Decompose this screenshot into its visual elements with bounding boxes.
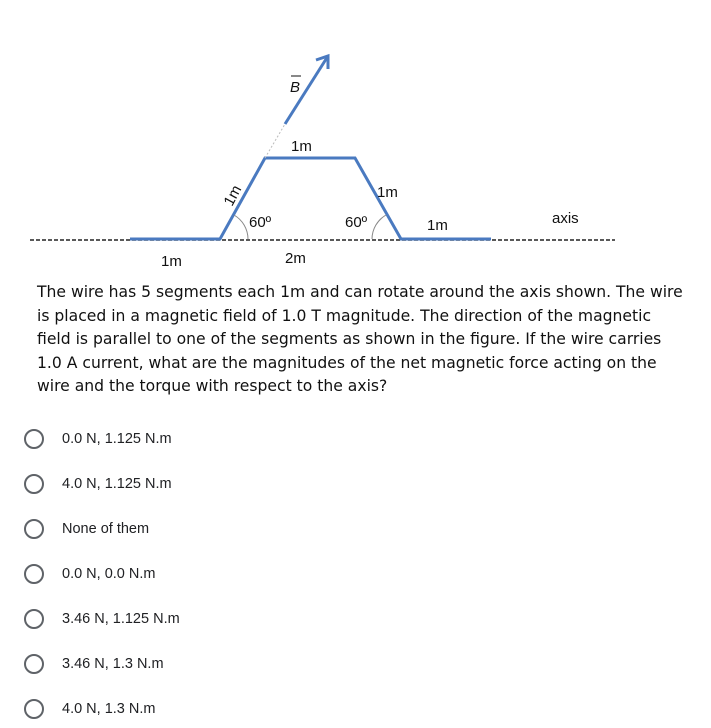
radio-button[interactable] <box>24 474 44 494</box>
option-3[interactable] <box>24 514 149 544</box>
wire-figure <box>0 0 711 280</box>
radio-button[interactable] <box>24 564 44 584</box>
top-segment-label: 1m <box>291 138 312 155</box>
radio-button[interactable] <box>24 609 44 629</box>
option-4[interactable] <box>24 559 155 589</box>
b-field-label: B <box>290 79 301 96</box>
option-5[interactable] <box>24 604 180 634</box>
base-length-label: 2m <box>285 250 306 267</box>
left-angle-arc <box>234 215 248 239</box>
field-extension <box>265 124 285 158</box>
radio-button[interactable] <box>24 429 44 449</box>
question-text: The wire has 5 segments each 1m and can rotate around the axis shown. The wire is placed in a magnetic field of 1.0 T magnitude. The direction of the magnetic field is parallel to one of the segments as shown in the figure. If the wire carries 1.0 A current, what are the magnitudes of the net magnetic force acting on the wire and the torque with respect to the axis? <box>37 283 683 395</box>
option-label: 0.0 N, 0.0 N.m <box>62 566 156 582</box>
option-6[interactable] <box>24 649 164 679</box>
right-angle-label: 60º <box>345 214 368 231</box>
option-label: 4.0 N, 1.3 N.m <box>62 701 156 717</box>
left-slant-label: 1m <box>220 182 246 209</box>
left-angle-label: 60º <box>249 214 272 231</box>
option-label: 0.0 N, 1.125 N.m <box>62 431 172 447</box>
option-label: 3.46 N, 1.3 N.m <box>62 656 164 672</box>
right-segment-label: 1m <box>427 217 448 234</box>
axis-label: axis <box>552 210 579 227</box>
radio-button[interactable] <box>24 654 44 674</box>
option-2[interactable] <box>24 469 172 499</box>
left-segment-label: 1m <box>161 253 182 270</box>
right-slant-label: 1m <box>377 184 398 201</box>
option-label: None of them <box>62 521 150 537</box>
option-1[interactable] <box>24 424 172 454</box>
option-label: 3.46 N, 1.125 N.m <box>62 611 180 627</box>
right-angle-arc <box>372 215 386 239</box>
option-7[interactable] <box>24 694 155 724</box>
option-label: 4.0 N, 1.125 N.m <box>62 476 172 492</box>
radio-button[interactable] <box>24 699 44 719</box>
radio-button[interactable] <box>24 519 44 539</box>
